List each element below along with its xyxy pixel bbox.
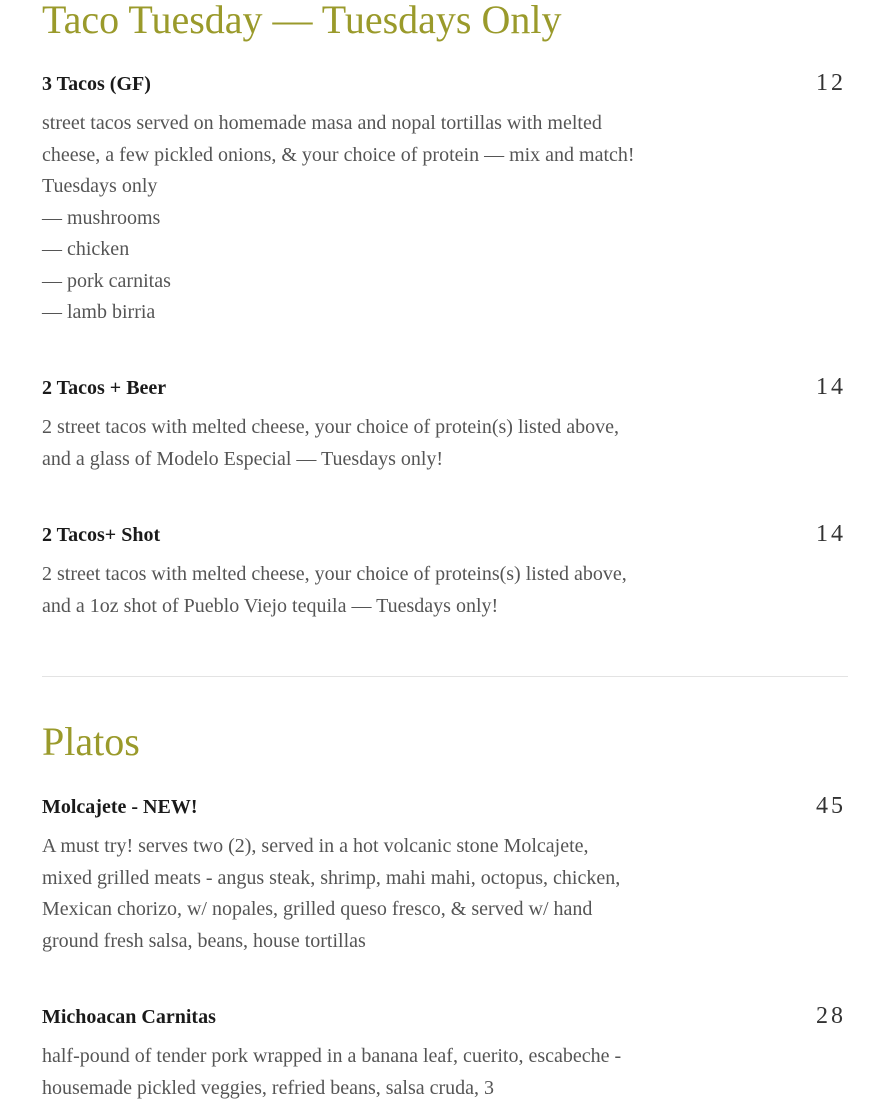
menu-item-price: 14 (816, 521, 846, 547)
menu-item-price: 12 (816, 70, 846, 96)
description-line: street tacos served on homemade masa and nopal tortillas with melted cheese, a few pickled onions, & your choice of protein — mix and match! Tuesdays only (42, 112, 635, 197)
description-line: — chicken (42, 238, 130, 260)
menu-item-price: 14 (816, 374, 846, 400)
menu-item-name: Michoacan Carnitas (42, 1006, 216, 1028)
menu-item (42, 1004, 848, 1104)
menu-item-description (42, 412, 637, 475)
description-line: — pork carnitas (42, 269, 171, 292)
description-line: — lamb birria (42, 301, 156, 323)
menu-item (42, 794, 848, 957)
description-line: 2 street tacos with melted cheese, your choice of proteins(s) listed above, and a 1oz shot of Pueblo Viejo tequila — Tuesdays only! (42, 563, 627, 617)
section-divider (42, 676, 848, 677)
description-line: 2 street tacos with melted cheese, your choice of protein(s) listed above, and a glass of Modelo Especial — Tuesdays only! (42, 416, 620, 470)
menu-item-name: 2 Tacos+ Shot (42, 524, 161, 546)
menu-item-description (42, 1041, 637, 1104)
menu-item-price: 45 (816, 793, 846, 819)
description-line: A must try! serves two (2), served in a hot volcanic stone Molcajete, mixed grilled meats - angus steak, shrimp, mahi mahi, octopus, chicken, Mexican chorizo, w/ nopales, grilled queso fresco, & served w/ hand ground fresh salsa, beans, house tortillas (42, 835, 621, 952)
description-line: half-pound of tender pork wrapped in a banana leaf, cuerito, escabeche - housemade pickled veggies, refried beans, salsa cruda, 3 (42, 1045, 622, 1099)
menu-item (42, 71, 848, 329)
menu-item-name: 3 Tacos (GF) (42, 73, 151, 95)
section-title-taco-tuesday: Taco Tuesday — Tuesdays Only (42, 0, 562, 42)
menu-item-price: 28 (816, 1003, 846, 1029)
menu-item (42, 375, 848, 475)
menu-item (42, 522, 848, 622)
menu-item-description (42, 831, 637, 957)
description-line: — mushrooms (42, 206, 161, 229)
menu-item-description (42, 108, 637, 329)
menu-item-name: Molcajete - NEW! (42, 796, 198, 818)
menu-item-name: 2 Tacos + Beer (42, 377, 167, 399)
menu-item-description (42, 559, 637, 622)
section-title-platos: Platos (42, 719, 140, 764)
